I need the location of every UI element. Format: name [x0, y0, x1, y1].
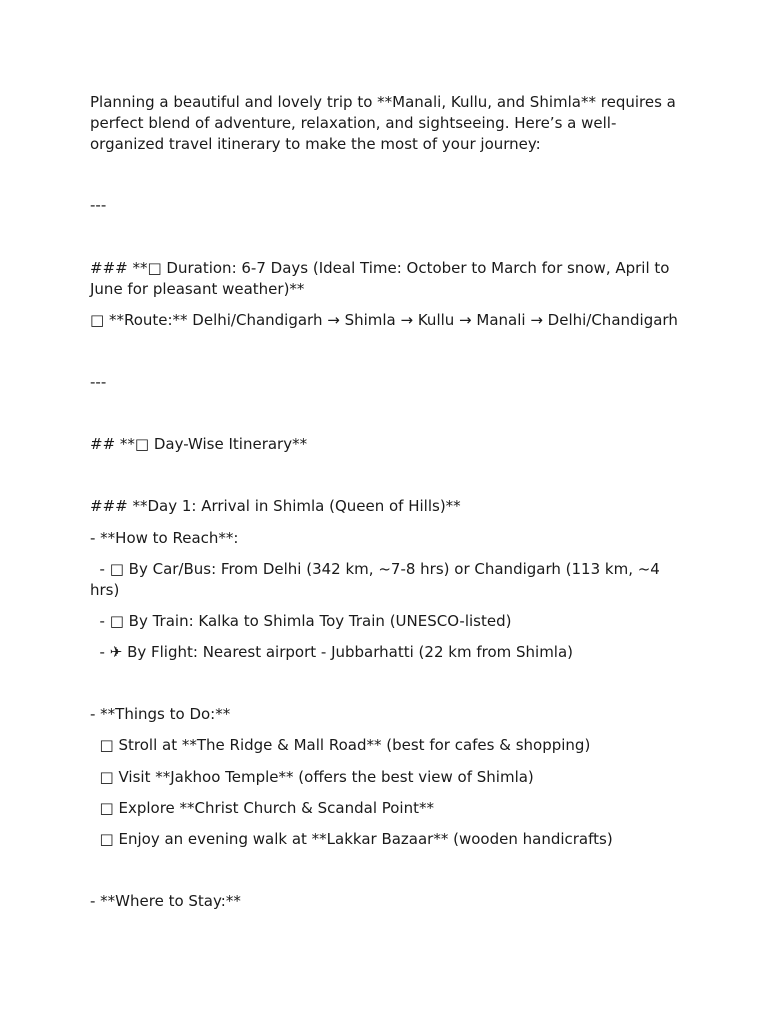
itinerary-heading: ## **□ Day-Wise Itinerary** [90, 435, 308, 453]
todo-item: □ Explore **Christ Church & Scandal Point** [90, 799, 434, 817]
todo-item: □ Stroll at **The Ridge & Mall Road** (best for cafes & shopping) [90, 736, 591, 754]
things-to-do-label: - **Things to Do:** [90, 705, 231, 723]
where-to-stay-label: - **Where to Stay:** [90, 892, 241, 910]
reach-by-car-item: - □ By Car/Bus: From Delhi (342 km, ~7-8 hrs) or Chandigarh (113 km, ~4 hrs) [90, 560, 665, 599]
day1-heading: ### **Day 1: Arrival in Shimla (Queen of Hills)** [90, 497, 461, 515]
reach-by-flight-item: - ✈ By Flight: Nearest airport - Jubbarhatti (22 km from Shimla) [90, 643, 574, 661]
intro-paragraph: Planning a beautiful and lovely trip to **Manali, Kullu, and Shimla** requires a perfect blend of adventure, relaxation, and sightseeing. Here’s a well-organized travel itinerary to make the most of your journey: [90, 93, 681, 153]
how-to-reach-label: - **How to Reach**: [90, 529, 239, 547]
divider-2: --- [90, 373, 107, 391]
todo-item: □ Enjoy an evening walk at **Lakkar Bazaar** (wooden handicrafts) [90, 830, 613, 848]
todo-item: □ Visit **Jakhoo Temple** (offers the best view of Shimla) [90, 768, 534, 786]
divider-1: --- [90, 196, 107, 214]
duration-heading: ### **□ Duration: 6-7 Days (Ideal Time: October to March for snow, April to June for pleasant weather)** [90, 259, 675, 298]
route-line: □ **Route:** Delhi/Chandigarh → Shimla → Kullu → Manali → Delhi/Chandigarh [90, 311, 678, 329]
reach-by-train-item: - □ By Train: Kalka to Shimla Toy Train (UNESCO-listed) [90, 612, 512, 630]
